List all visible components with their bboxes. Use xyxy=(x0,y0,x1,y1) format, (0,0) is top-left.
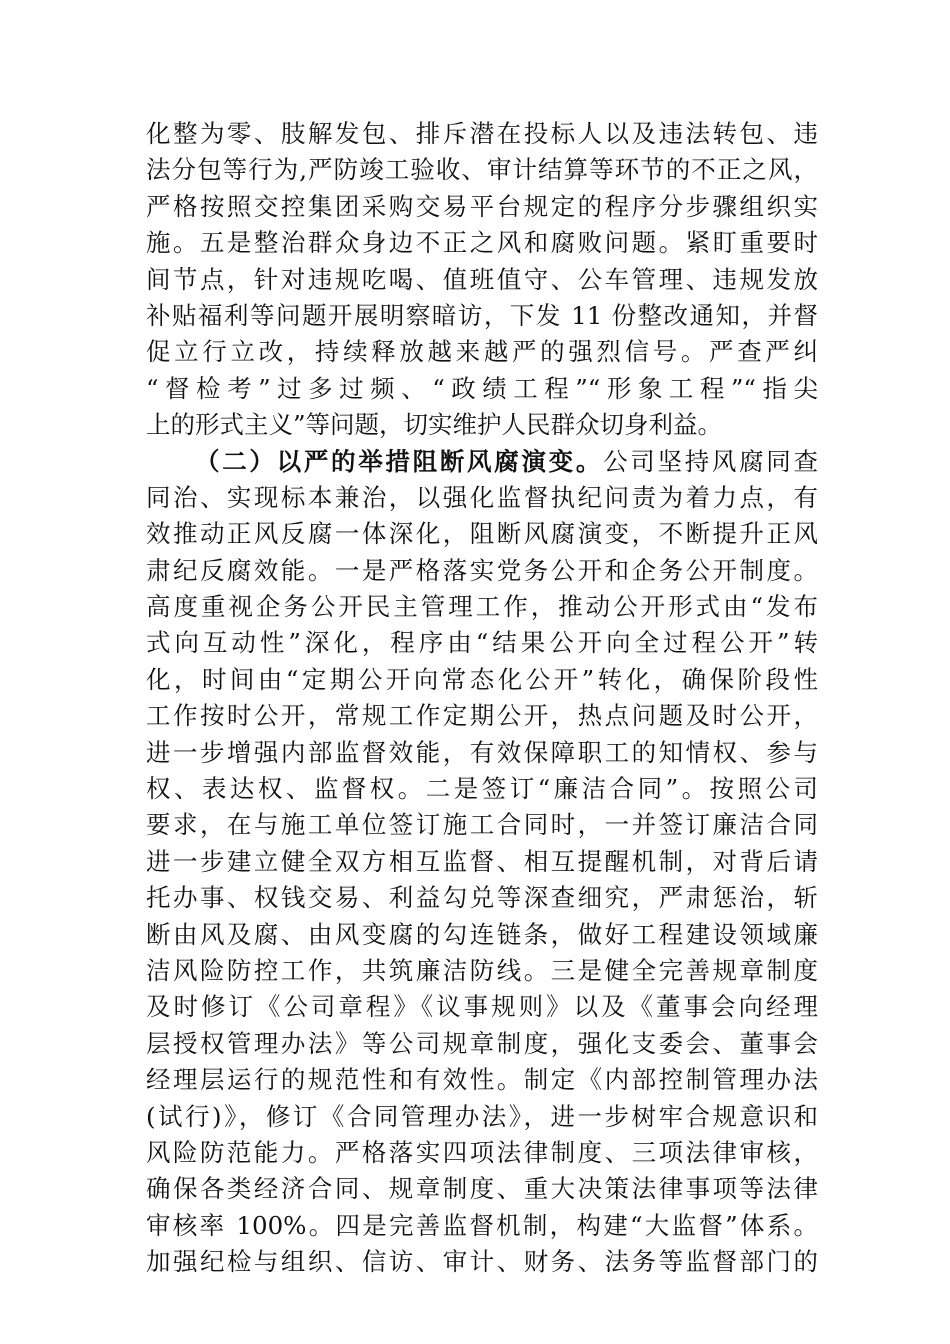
p2-line-13: 托办事、权钱交易、利益勾兑等深查细究，严肃惩治，斩 xyxy=(146,883,818,913)
p2-line-17: 层授权管理办法》等公司规章制度，强化支委会、董事会 xyxy=(146,1028,818,1058)
p1-line-2: 法分包等行为,严防竣工验收、审计结算等环节的不正之风， xyxy=(146,155,818,185)
p2-line-6: 式向互动性”深化，程序由“结果公开向全过程公开”转 xyxy=(146,628,818,658)
p1-line-1: 化整为零、肢解发包、排斥潜在投标人以及违法转包、违 xyxy=(146,119,818,148)
p2-line-11: 要求，在与施工单位签订施工合同时，一并签订廉洁合同 xyxy=(146,810,818,840)
p2-line-1 xyxy=(146,444,818,480)
p1-line-9: 上的形式主义”等问题，切实维护人民群众切身利益。 xyxy=(146,410,723,440)
p2-line-23: 加强纪检与组织、信访、审计、财务、法务等监督部门的 xyxy=(146,1247,818,1277)
p2-line-19: (试行)》，修订《合同管理办法》，进一步树牢合规意识和 xyxy=(146,1101,818,1131)
section-heading: （二）以严的举措阻断风腐演变。 xyxy=(195,446,604,476)
p2-line-3: 效推动正风反腐一体深化，阻断风腐演变，不断提升正风 xyxy=(146,519,818,549)
p1-line-8: “督检考”过多过频、“政绩工程”“形象工程”“指尖 xyxy=(146,373,818,403)
p2-line-21: 确保各类经济合同、规章制度、重大决策法律事项等法律 xyxy=(146,1174,818,1204)
p2-line-14: 断由风及腐、由风变腐的勾连链条，做好工程建设领域廉 xyxy=(146,919,818,949)
p2-line-20: 风险防范能力。严格落实四项法律制度、三项法律审核， xyxy=(146,1137,818,1167)
p2-line-12: 进一步建立健全双方相互监督、相互提醒机制，对背后请 xyxy=(146,846,818,876)
p2-line-1-rest: 公司坚持风腐同查 xyxy=(603,446,819,476)
p1-line-7: 促立行立改，持续释放越来越严的强烈信号。严查严纠 xyxy=(146,337,818,367)
p2-line-18: 经理层运行的规范性和有效性。制定《内部控制管理办法 xyxy=(146,1065,818,1095)
p2-line-15: 洁风险防控工作，共筑廉洁防线。三是健全完善规章制度 xyxy=(146,955,818,985)
p2-line-8: 工作按时公开，常规工作定期公开，热点问题及时公开， xyxy=(146,701,818,731)
p1-line-5: 间节点，针对违规吃喝、值班值守、公车管理、违规发放 xyxy=(146,264,818,294)
p2-line-5: 高度重视企务公开民主管理工作，推动公开形式由“发布 xyxy=(146,592,818,622)
p1-line-4: 施。五是整治群众身边不正之风和腐败问题。紧盯重要时 xyxy=(146,228,818,258)
body-text xyxy=(146,116,818,1281)
p1-line-3: 严格按照交控集团采购交易平台规定的程序分步骤组织实 xyxy=(146,191,818,221)
p2-line-22: 审核率 100%。四是完善监督机制，构建“大监督”体系。 xyxy=(146,1210,818,1240)
p2-line-16: 及时修订《公司章程》《议事规则》以及《董事会向经理 xyxy=(146,992,818,1022)
p1-line-6: 补贴福利等问题开展明察暗访，下发 11 份整改通知，并督 xyxy=(146,300,818,330)
p2-line-4: 肃纪反腐效能。一是严格落实党务公开和企务公开制度。 xyxy=(146,555,818,585)
p2-line-7: 化，时间由“定期公开向常态化公开”转化，确保阶段性 xyxy=(146,664,818,694)
p2-line-2: 同治、实现标本兼治，以强化监督执纪问责为着力点，有 xyxy=(146,482,818,512)
p2-line-9: 进一步增强内部监督效能，有效保障职工的知情权、参与 xyxy=(146,737,818,767)
p2-line-10: 权、表达权、监督权。二是签订“廉洁合同”。按照公司 xyxy=(146,774,818,804)
